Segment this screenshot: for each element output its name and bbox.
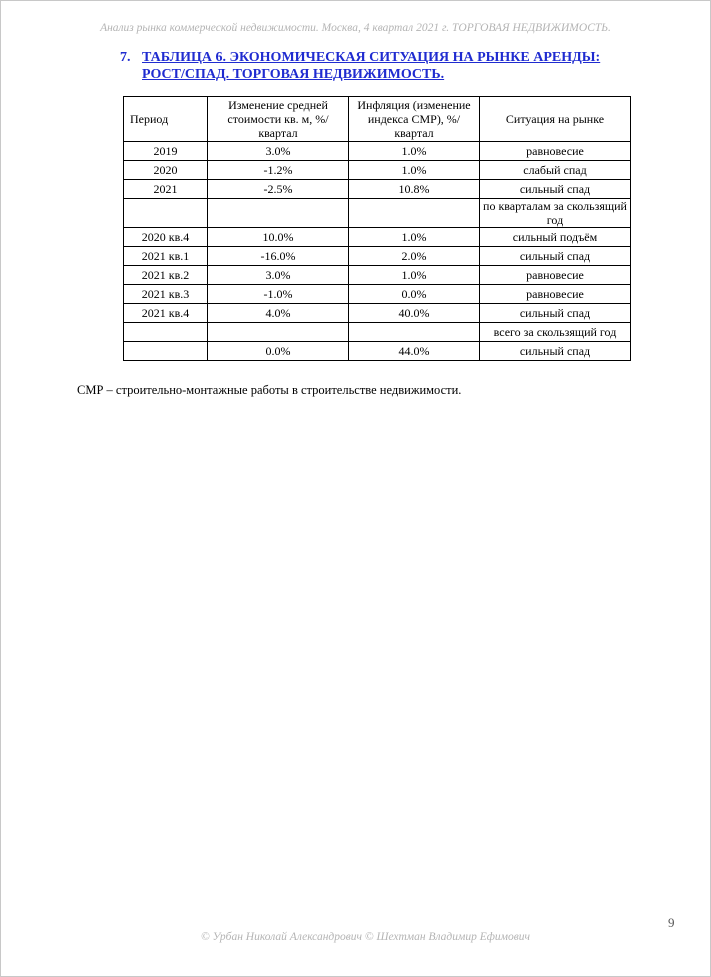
cell-inflation <box>349 323 480 342</box>
cell-price-change: 10.0% <box>208 228 349 247</box>
cell-inflation: 1.0% <box>349 142 480 161</box>
cell-period: 2021 кв.4 <box>124 304 208 323</box>
cell-situation: сильный спад <box>480 342 631 361</box>
cell-situation: сильный подъём <box>480 228 631 247</box>
cell-inflation: 10.8% <box>349 180 480 199</box>
section-title: ТАБЛИЦА 6. ЭКОНОМИЧЕСКАЯ СИТУАЦИЯ НА РЫНКЕ АРЕНДЫ: РОСТ/СПАД. ТОРГОВАЯ НЕДВИЖИМОСТЬ. <box>142 50 601 82</box>
footnote: СМР – строительно-монтажные работы в строительстве недвижимости. <box>77 383 462 397</box>
table-row <box>124 342 631 361</box>
cell-price-change <box>208 199 349 228</box>
cell-inflation: 1.0% <box>349 266 480 285</box>
table-row <box>124 247 631 266</box>
cell-price-change: 3.0% <box>208 142 349 161</box>
cell-inflation: 44.0% <box>349 342 480 361</box>
cell-period: 2021 кв.2 <box>124 266 208 285</box>
table-row <box>124 199 631 228</box>
cell-inflation: 2.0% <box>349 247 480 266</box>
header-period: Период <box>124 97 208 142</box>
cell-price-change: 4.0% <box>208 304 349 323</box>
cell-situation: равновесие <box>480 142 631 161</box>
cell-inflation: 1.0% <box>349 228 480 247</box>
cell-period <box>124 342 208 361</box>
cell-price-change: 0.0% <box>208 342 349 361</box>
cell-situation: сильный спад <box>480 180 631 199</box>
cell-period: 2021 <box>124 180 208 199</box>
cell-period: 2021 кв.1 <box>124 247 208 266</box>
header-inflation: Инфляция (изменение индекса СМР), %/ квартал <box>349 97 480 142</box>
cell-price-change: -2.5% <box>208 180 349 199</box>
cell-situation: сильный спад <box>480 304 631 323</box>
table-row <box>124 323 631 342</box>
header-market-situation: Ситуация на рынке <box>480 97 631 142</box>
page-number: 9 <box>668 915 675 930</box>
cell-price-change: -16.0% <box>208 247 349 266</box>
table-row <box>124 228 631 247</box>
table-row <box>124 304 631 323</box>
cell-price-change: -1.2% <box>208 161 349 180</box>
cell-period: 2019 <box>124 142 208 161</box>
cell-inflation: 40.0% <box>349 304 480 323</box>
table-row <box>124 180 631 199</box>
cell-situation: равновесие <box>480 266 631 285</box>
cell-period <box>124 323 208 342</box>
cell-price-change: -1.0% <box>208 285 349 304</box>
copyright-footer: © Урбан Николай Александрович © Шехтман Владимир Ефимович <box>201 931 530 943</box>
table-row <box>124 161 631 180</box>
cell-period <box>124 199 208 228</box>
rent-situation-table <box>123 96 631 361</box>
table-row <box>124 142 631 161</box>
cell-inflation: 0.0% <box>349 285 480 304</box>
table-row <box>124 266 631 285</box>
table-row <box>124 285 631 304</box>
table-header-row <box>124 97 631 142</box>
cell-situation: по кварталам за скользящий год <box>480 199 631 228</box>
cell-inflation <box>349 199 480 228</box>
cell-situation: равновесие <box>480 285 631 304</box>
cell-period: 2020 кв.4 <box>124 228 208 247</box>
section-number: 7. <box>120 50 131 65</box>
cell-inflation: 1.0% <box>349 161 480 180</box>
cell-period: 2021 кв.3 <box>124 285 208 304</box>
cell-situation: всего за скользящий год <box>480 323 631 342</box>
header-price-change: Изменение средней стоимости кв. м, %/ квартал <box>208 97 349 142</box>
cell-price-change <box>208 323 349 342</box>
cell-period: 2020 <box>124 161 208 180</box>
cell-situation: слабый спад <box>480 161 631 180</box>
cell-situation: сильный спад <box>480 247 631 266</box>
cell-price-change: 3.0% <box>208 266 349 285</box>
running-header: Анализ рынка коммерческой недвижимости. Москва, 4 квартал 2021 г. ТОРГОВАЯ НЕДВИЖИМОСТЬ. <box>100 22 611 34</box>
